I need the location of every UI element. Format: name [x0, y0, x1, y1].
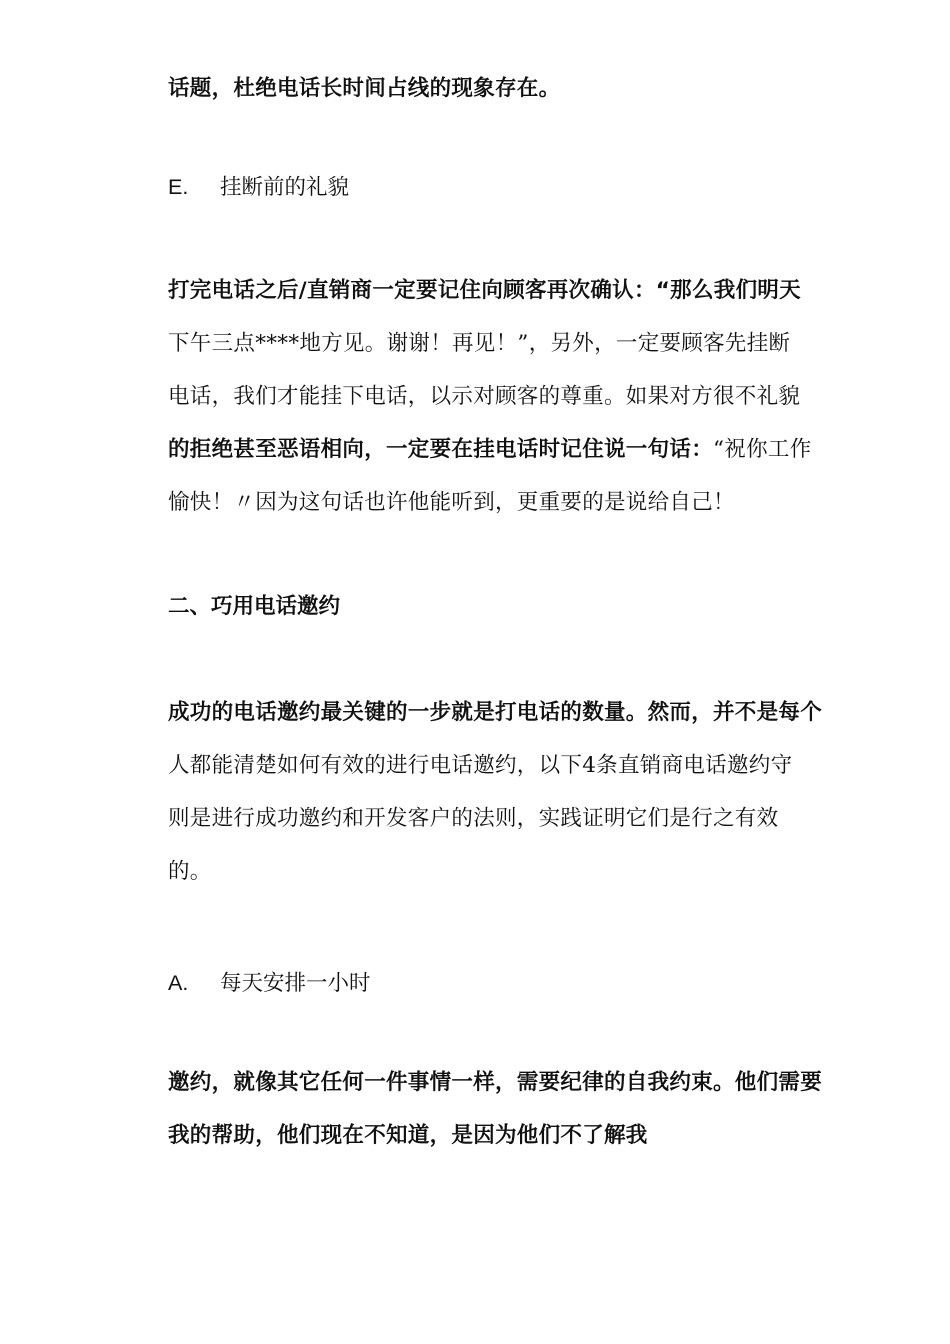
text-line: 电话，我们才能挂下电话，以示对顾客的尊重。如果对方很不礼貌	[168, 384, 801, 409]
section-heading-2	[168, 592, 340, 622]
text-line	[168, 423, 853, 476]
section-marker: A.	[168, 971, 189, 995]
paragraph-hangup-courtesy	[168, 264, 853, 529]
text-line: 则是进行成功邀约和开发客户的法则，实践证明它们是行之有效	[168, 806, 779, 831]
paragraph-daily-hour	[168, 1056, 853, 1162]
text-line: 下午三点****地方见。谢谢！再见！”，另外，一定要顾客先挂断	[168, 331, 791, 356]
paragraph-continuation	[168, 62, 853, 115]
section-title: 每天安排一小时	[220, 971, 371, 996]
section-marker: E.	[168, 175, 189, 199]
text-line: 打完电话之后/直销商一定要记住向顾客再次确认：“那么我们明天	[168, 278, 801, 303]
section-heading-a	[168, 968, 371, 999]
section-title: 二、巧用电话邀约	[168, 594, 341, 619]
text-segment: 的拒绝甚至恶语相向，一定要在挂电话时记住说一句话：	[168, 437, 714, 462]
section-title: 挂断前的礼貌	[220, 175, 350, 200]
text-line: 人都能清楚如何有效的进行电话邀约，以下4条直销商电话邀约守	[168, 753, 793, 778]
text-line: 话题，杜绝电话长时间占线的现象存在。	[168, 76, 561, 101]
paragraph-phone-invitation	[168, 686, 853, 898]
text-line: 愉快！〃因为这句话也许他能听到，更重要的是说给自己！	[168, 490, 735, 515]
text-line: 邀约，就像其它任何一件事情一样，需要纪律的自我约束。他们需要	[168, 1070, 823, 1095]
text-line: 我的帮助，他们现在不知道，是因为他们不了解我	[168, 1123, 648, 1148]
text-segment: “祝你工作	[713, 437, 812, 462]
text-line: 成功的电话邀约最关键的一步就是打电话的数量。然而，并不是每个	[168, 700, 823, 725]
section-heading-e	[168, 172, 349, 203]
text-line: 的。	[168, 859, 212, 884]
